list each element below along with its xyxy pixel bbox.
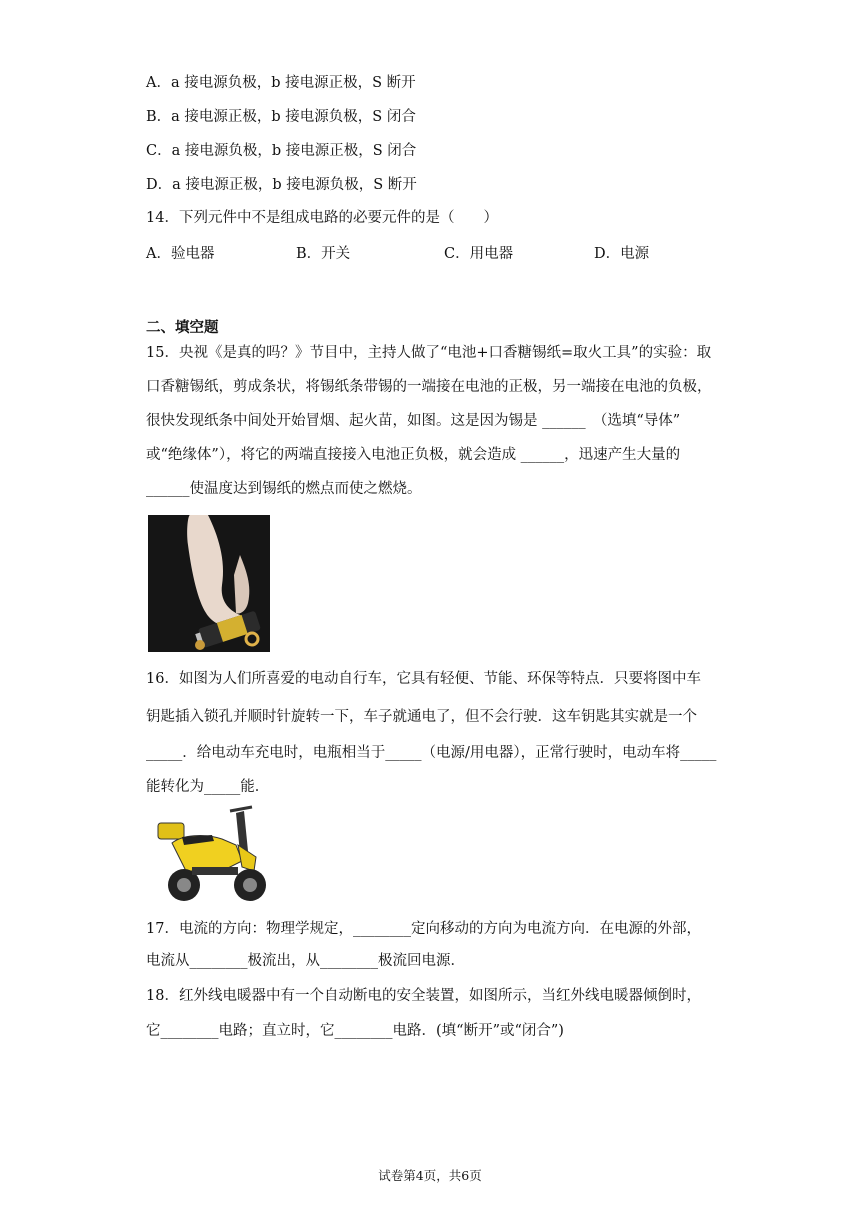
q16-line-2: 钥匙插入锁孔并顺时针旋转一下，车子就通电了，但不会行驶．这车钥匙其实就是一个 <box>146 709 697 725</box>
q13-option-c: C．a 接电源负极，b 接电源正极，S 闭合 <box>146 143 417 159</box>
q15-line-1: 15．央视《是真的吗？》节目中，主持人做了“电池+口香糖锡纸=取火工具”的实验：取 <box>146 345 712 361</box>
q14-stem: 14．下列元件中不是组成电路的必要元件的是（ ） <box>146 210 498 226</box>
q13-option-b: B．a 接电源正极，b 接电源负极，S 闭合 <box>146 109 416 125</box>
q15-line-3: 很快发现纸条中间处开始冒烟、起火苗，如图。这是因为锡是 ______ （选填“导体” <box>146 413 681 429</box>
q13-option-d: D．a 接电源正极，b 接电源负极，S 断开 <box>146 177 417 193</box>
q14-option-c: C．用电器 <box>444 246 514 262</box>
section-title: 二、填空题 <box>146 319 219 336</box>
q16-line-4: 能转化为_____能． <box>146 779 270 795</box>
q14-option-b: B．开关 <box>296 246 351 262</box>
q17-line-2: 电流从________极流出，从________极流回电源． <box>146 953 465 969</box>
q15-line-2: 口香糖锡纸，剪成条状，将锡纸条带锡的一端接在电池的正极，另一端接在电池的负极， <box>146 379 712 395</box>
q17-line-1: 17．电流的方向：物理学规定，________定向移动的方向为电流方向．在电源的外部， <box>146 921 701 937</box>
q13-option-a: A．a 接电源负极，b 接电源正极，S 断开 <box>146 75 416 91</box>
page-footer: 试卷第4页，共6页 <box>378 1168 482 1183</box>
electric-scooter-photo <box>152 801 272 909</box>
battery-foil-photo <box>148 515 270 652</box>
q16-line-3: _____．给电动车充电时，电瓶相当于_____（电源/用电器），正常行驶时，电动车将_____ <box>146 745 717 761</box>
q16-line-1: 16．如图为人们所喜爱的电动自行车，它具有轻便、节能、环保等特点．只要将图中车 <box>146 671 701 687</box>
q14-options <box>146 242 746 262</box>
q14-option-a: A．验电器 <box>146 246 215 262</box>
q18-line-2: 它________电路；直立时，它________电路．(填“断开”或“闭合”) <box>146 1023 564 1039</box>
q15-line-4: 或“绝缘体”），将它的两端直接接入电池正负极，就会造成 ______，迅速产生大量的 <box>146 447 681 463</box>
q14-option-d: D．电源 <box>594 246 650 262</box>
q15-line-5: ______使温度达到锡纸的燃点而使之燃烧。 <box>146 481 422 497</box>
q18-line-1: 18．红外线电暖器中有一个自动断电的安全装置，如图所示，当红外线电暖器倾倒时， <box>146 988 701 1004</box>
